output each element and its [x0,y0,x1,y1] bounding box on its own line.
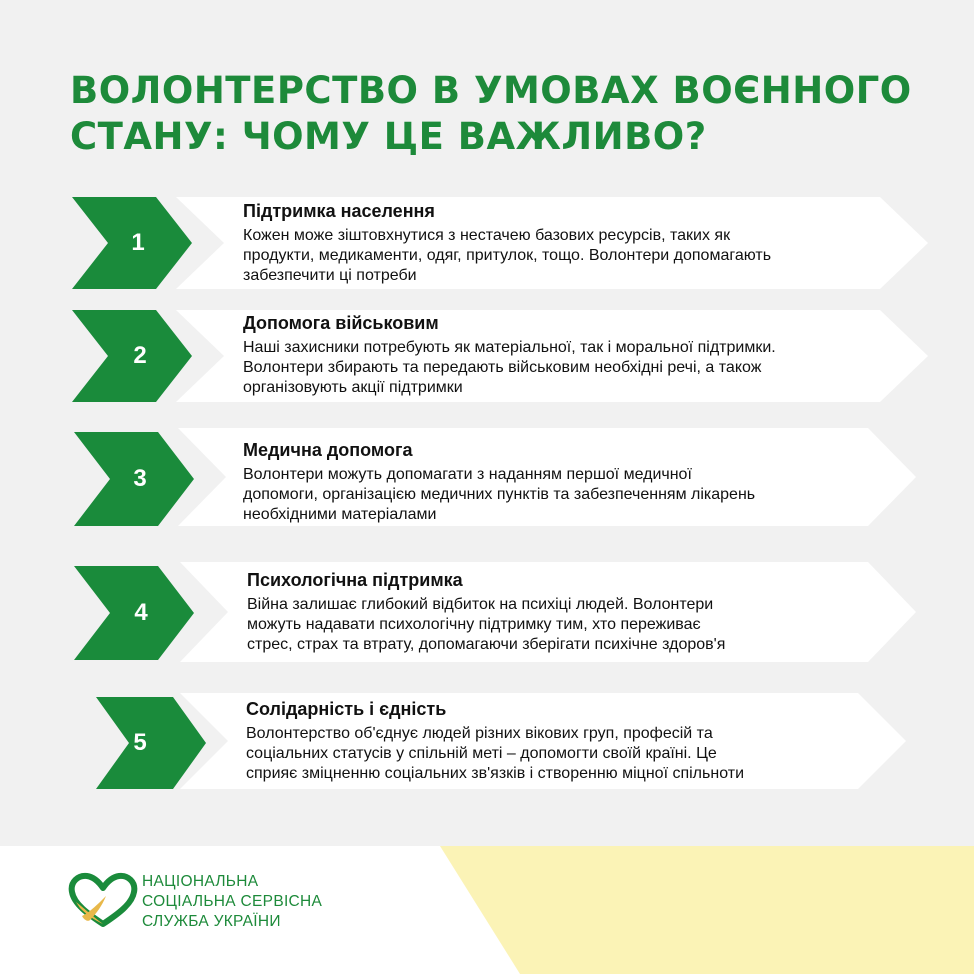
item-description: Волонтери можуть допомагати з наданням першої медичної допомоги, організацією медичних пунктів та забезпеченням лікарень необхідними матеріалами [243,466,756,523]
item-number: 4 [134,599,148,626]
heart-logo-icon [68,872,138,928]
item-heading: Солідарність і єдність [246,699,447,719]
item-description: Кожен може зіштовхнутися з нестачею базових ресурсів, таких як продукти, медикаменти, одяг, притулок, тощо. Волонтери допомагають забезпечити ці потреби [243,227,772,284]
item-description: Війна залишає глибокий відбиток на психіці людей. Волонтери можуть надавати психологічну підтримку тим, хто переживає стрес, страх та втрату, допомагаючи зберігати психічне здоров'я [247,596,726,653]
organization-name: НАЦІОНАЛЬНА СОЦІАЛЬНА СЕРВІСНА СЛУЖБА УКРАЇНИ [142,873,323,930]
item-number: 1 [131,229,145,256]
list-item-2 [0,310,974,402]
list-item-5 [0,697,974,791]
item-heading: Психологічна підтримка [247,570,463,590]
item-number: 5 [133,729,147,756]
item-heading: Допомога військовим [243,313,439,333]
item-heading: Підтримка населення [243,201,435,221]
item-number: 2 [133,342,147,369]
title-line-1: ВОЛОНТЕРСТВО В УМОВАХ ВОЄННОГО [70,69,912,112]
list-item-1 [0,197,974,289]
title-line-2: СТАНУ: ЧОМУ ЦЕ ВАЖЛИВО? [70,115,707,158]
list-item-4 [0,566,974,660]
item-heading: Медична допомога [243,440,413,460]
list-item-3 [0,432,974,526]
page-title [70,68,930,160]
item-description: Наші захисники потребують як матеріальної, так і моральної підтримки. Волонтери збирають та передають військовим необхідні речі, а також організовують акції підтримки [243,339,776,396]
item-description: Волонтерство об'єднує людей різних вікових груп, професій та соціальних статусів у спільній меті – допомогти своїй країні. Це сприяє зміцненню соціальних зв'язків і створенню міцної спільноти [246,725,744,782]
item-number: 3 [133,465,147,492]
